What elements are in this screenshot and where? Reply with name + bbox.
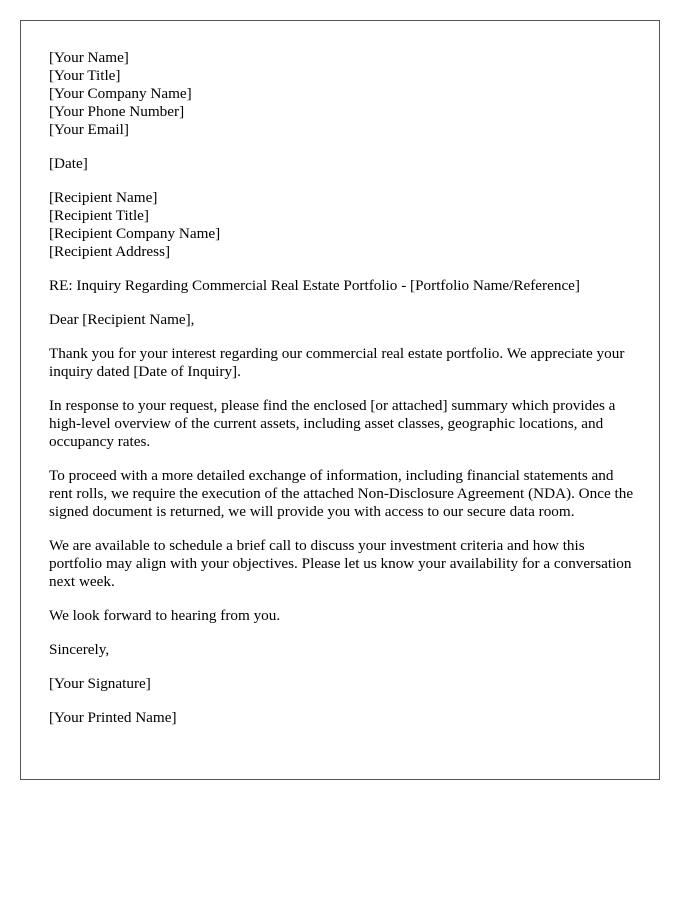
sender-name: [Your Name] xyxy=(49,49,129,66)
recipient-address: [Recipient Address] xyxy=(49,243,171,260)
body-paragraph-5: We look forward to hearing from you. xyxy=(49,607,281,624)
sender-title: [Your Title] xyxy=(49,67,121,84)
sender-email: [Your Email] xyxy=(49,121,129,138)
closing: Sincerely, xyxy=(49,641,110,658)
recipient-block xyxy=(49,189,639,261)
sender-block xyxy=(49,49,639,139)
sender-phone: [Your Phone Number] xyxy=(49,103,185,120)
letter-page xyxy=(20,20,660,780)
body-paragraph-3: To proceed with a more detailed exchange of information, including financial statements and rent rolls, we require the execution of the attached Non-Disclosure Agreement (NDA). Once the signed document is returned, we will provide you with access to our secure data room. xyxy=(49,467,634,520)
recipient-title: [Recipient Title] xyxy=(49,207,149,224)
sender-company: [Your Company Name] xyxy=(49,85,192,102)
body-paragraph-1: Thank you for your interest regarding our commercial real estate portfolio. We appreciate your inquiry dated [Date of Inquiry]. xyxy=(49,345,625,380)
recipient-company: [Recipient Company Name] xyxy=(49,225,221,242)
letter-content xyxy=(49,49,639,743)
subject-line: RE: Inquiry Regarding Commercial Real Estate Portfolio - [Portfolio Name/Reference] xyxy=(49,277,580,294)
body-paragraph-4: We are available to schedule a brief call to discuss your investment criteria and how this portfolio may align with your objectives. Please let us know your availability for a conversation next week. xyxy=(49,537,632,590)
signature: [Your Signature] xyxy=(49,675,151,692)
printed-name: [Your Printed Name] xyxy=(49,709,177,726)
salutation: Dear [Recipient Name], xyxy=(49,311,195,328)
date-line: [Date] xyxy=(49,155,88,172)
recipient-name: [Recipient Name] xyxy=(49,189,158,206)
body-paragraph-2: In response to your request, please find the enclosed [or attached] summary which provides a high-level overview of the current assets, including asset classes, geographic locations, and occupancy rates. xyxy=(49,397,616,450)
